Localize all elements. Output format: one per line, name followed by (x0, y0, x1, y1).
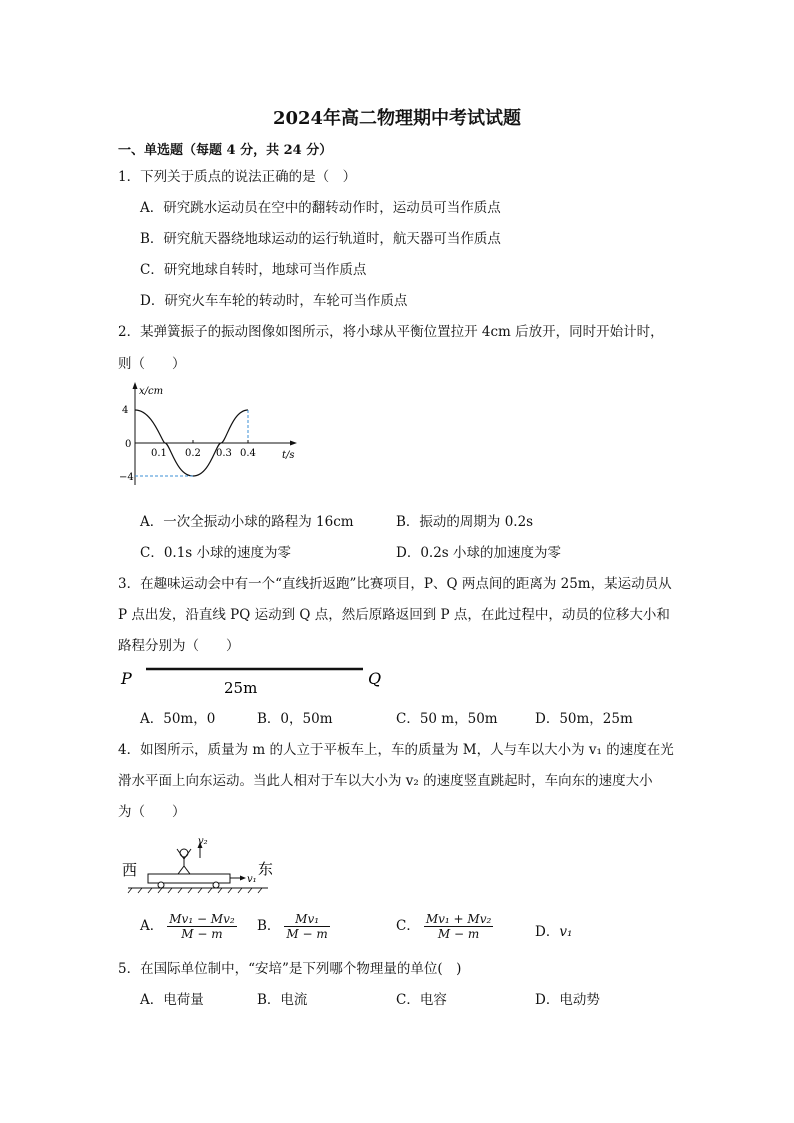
q4-option-b-label: B． (257, 918, 281, 934)
q4-option-c-label: C． (396, 918, 420, 934)
q3-option-b: B．0，50m (257, 711, 333, 727)
vibration-graph (118, 380, 308, 495)
q3-option-a: A．50m，0 (140, 711, 216, 727)
q4-option-d-label: D． (535, 924, 560, 940)
q1-stem: 1．下列关于质点的说法正确的是（ ） (118, 169, 357, 185)
q5-option-a: A．电荷量 (140, 992, 204, 1008)
q1-option-c: C．研究地球自转时，地球可当作质点 (140, 262, 367, 278)
x-axis-label: t/s (282, 450, 295, 461)
point-q-label: Q (368, 669, 382, 688)
q4-option-b-fraction: $\frac{\text{Mv₁}}{M - m}$ (286, 912, 328, 941)
x-axis-arrow (290, 441, 297, 446)
q1-option-d: D．研究火车车轮的转动时，车轮可当作质点 (140, 293, 408, 309)
q5-option-b: B．电流 (257, 992, 308, 1008)
q4-option-a-label: A． (140, 918, 164, 934)
ytick-neg4: −4 (119, 472, 134, 483)
q5-option-c: C．电容 (396, 992, 447, 1008)
point-p-label: P (121, 669, 132, 688)
q5-option-d: D．电动势 (535, 992, 600, 1008)
person-figure (177, 849, 191, 874)
q4-stem-line1: 4．如图所示，质量为 m 的人立于平板车上，车的质量为 M，人与车以大小为 v₁ 的速度在光 (118, 742, 674, 758)
q1-option-b: B．研究航天器绕地球运动的运行轨道时，航天器可当作质点 (140, 231, 501, 247)
cart-wheel-left (158, 882, 164, 888)
q4-option-d (535, 920, 572, 940)
q3-option-c: C．50 m，50m (396, 711, 498, 727)
xtick-0.4: 0.4 (240, 448, 256, 459)
ytick-0: 0 (125, 439, 132, 450)
distance-label: 25m (224, 679, 258, 697)
q4-option-c-fraction: $\frac{\text{Mv₁ + Mv₂}}{M - m}$ (425, 912, 492, 941)
q4-option-a-fraction: $\frac{\text{Mv₁ − Mv₂}}{M - m}$ (169, 912, 235, 941)
q4-option-a (140, 912, 237, 941)
q4-option-d-value: v₁ (559, 924, 573, 940)
cart-wheel-right (213, 882, 219, 888)
q4-stem-line2: 滑水平面上向东运动。当此人相对于车以大小为 v₂ 的速度竖直跳起时，车向东的速度大小 (118, 773, 653, 789)
q1-option-a: A．研究跳水运动员在空中的翻转动作时，运动员可当作质点 (140, 200, 501, 216)
q2-option-b: B．振动的周期为 0.2s (396, 514, 534, 530)
pq-diagram (118, 660, 398, 700)
east-label: 东 (258, 860, 274, 878)
q2-option-c: C．0.1s 小球的速度为零 (140, 545, 292, 561)
q5-stem: 5．在国际单位制中，“安培”是下列哪个物理量的单位( ) (118, 961, 462, 977)
q3-stem-line3: 路程分别为（ ） (118, 638, 240, 654)
q3-option-d: D．50m，25m (535, 711, 633, 727)
cart-diagram (118, 830, 288, 894)
xtick-0.3: 0.3 (216, 448, 232, 459)
ytick-4: 4 (122, 405, 129, 416)
q4-stem-line3: 为（ ） (118, 804, 186, 820)
v2-label: v₂ (198, 836, 208, 847)
q4-option-b (257, 912, 330, 941)
q4-option-c (396, 912, 493, 941)
q2-stem-line1: 2．某弹簧振子的振动图像如图所示，将小球从平衡位置拉开 4cm 后放开，同时开始计时， (118, 324, 664, 340)
xtick-0.1: 0.1 (151, 448, 167, 459)
west-label: 西 (122, 861, 138, 879)
page-title: 2024年高二物理期中考试试题 (272, 108, 522, 129)
q3-stem-line1: 3．在趣味运动会中有一个“直线折返跑”比赛项目，P、Q 两点间的距离为 25m，某运动员从 (118, 576, 672, 592)
y-axis-label: x/cm (139, 386, 164, 397)
y-axis-arrow (133, 382, 138, 389)
q3-stem-line2: P 点出发，沿直线 PQ 运动到 Q 点，然后原路返回到 P 点，在此过程中，动员的位移大小和 (118, 607, 670, 623)
q2-option-a: A．一次全振动小球的路程为 16cm (140, 514, 354, 530)
q2-stem-line2: 则（ ） (118, 356, 186, 372)
section-heading: 一、单选题（每题 4 分，共 24 分） (118, 143, 333, 158)
q2-option-d: D．0.2s 小球的加速度为零 (396, 545, 562, 561)
v1-label: v₁ (247, 874, 257, 885)
xtick-0.2: 0.2 (185, 448, 201, 459)
